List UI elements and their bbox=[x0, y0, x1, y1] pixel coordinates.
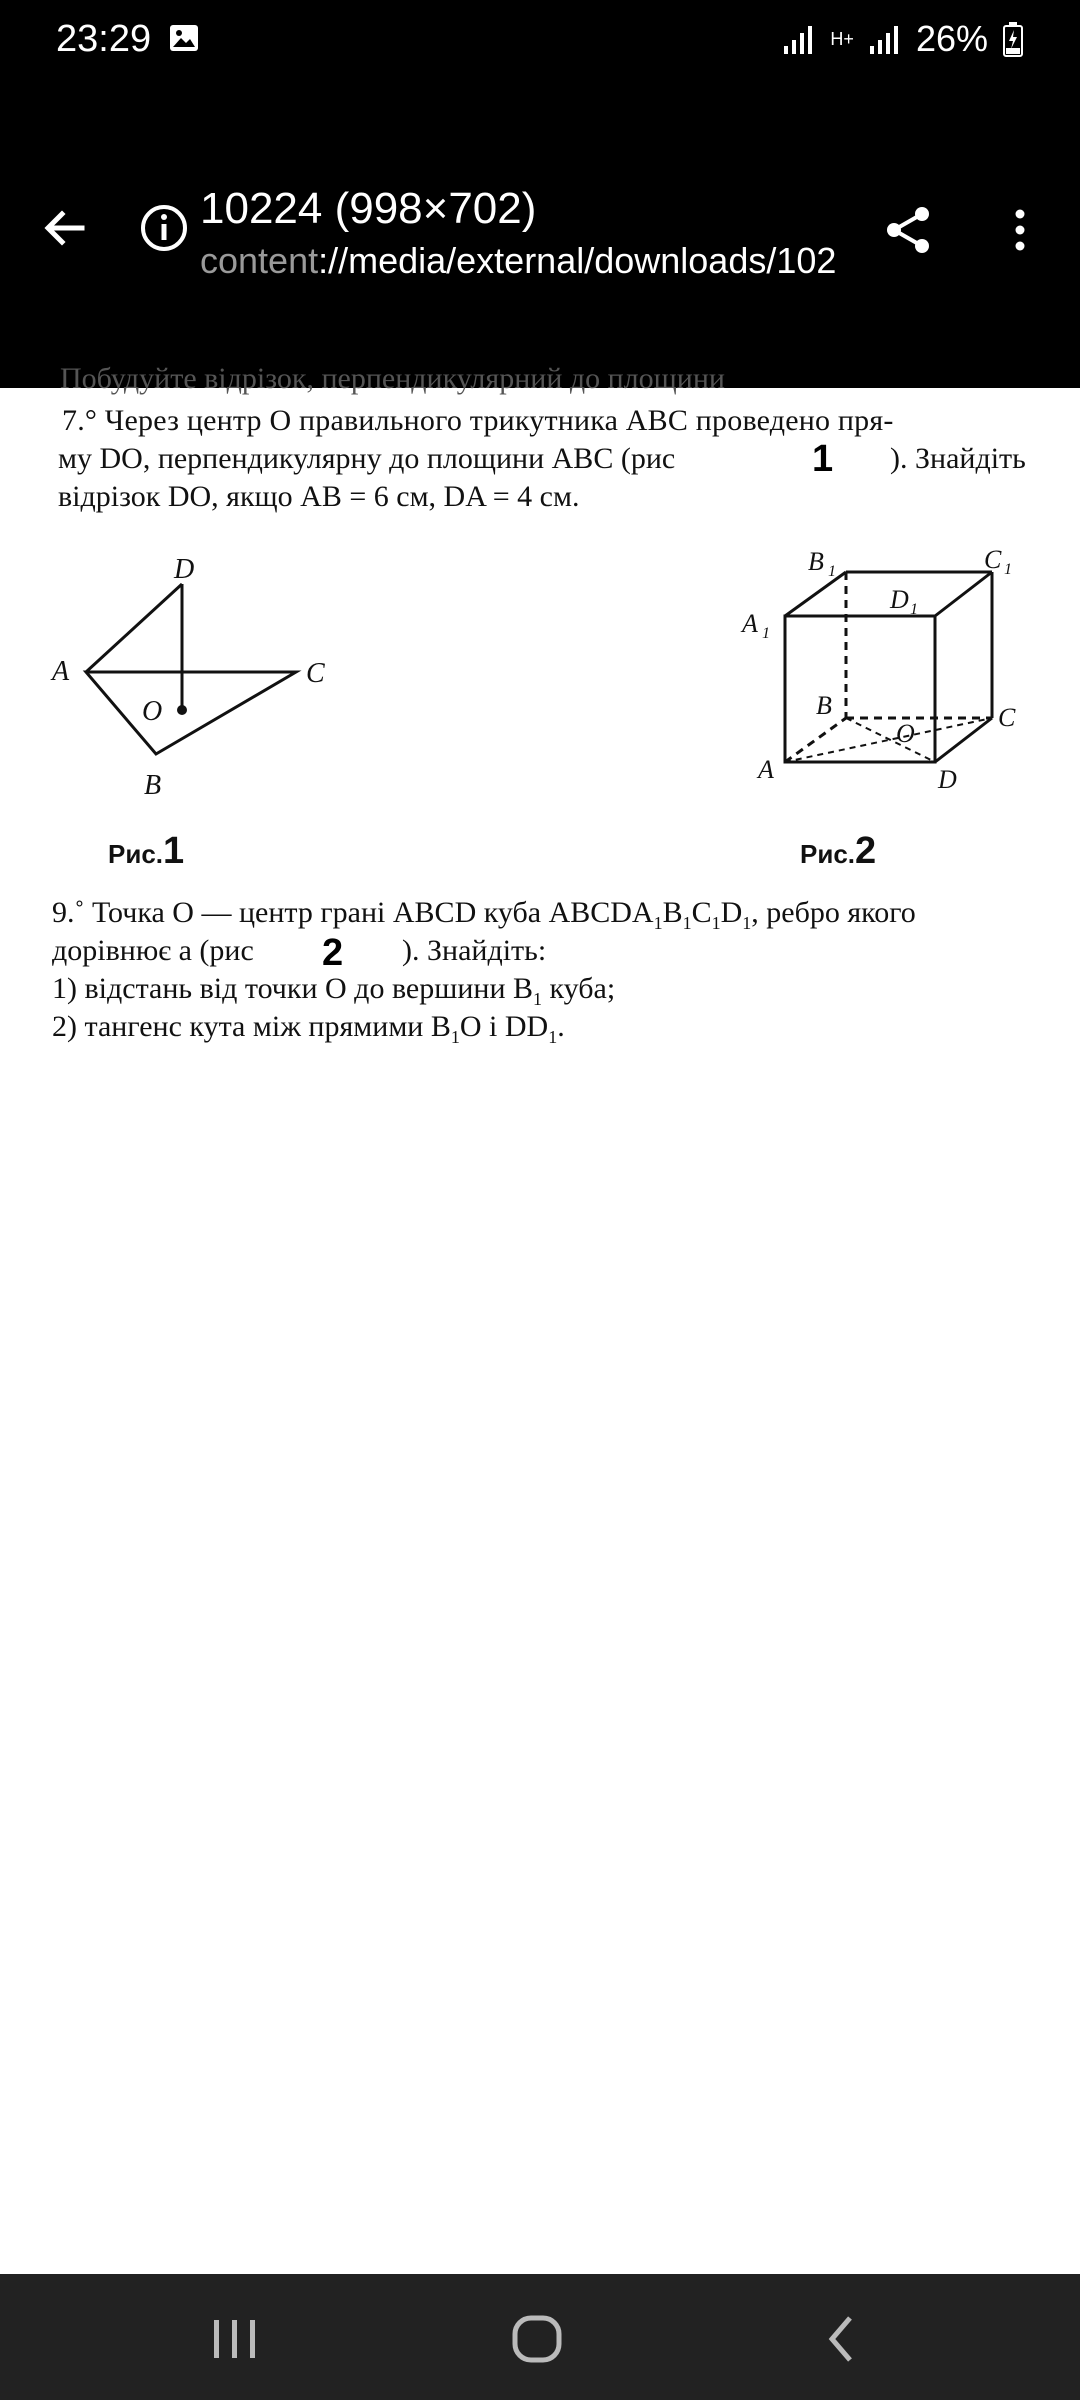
figure-2-number: 2 bbox=[855, 830, 877, 872]
label-A1: A bbox=[742, 609, 758, 638]
problem-9-line-1 bbox=[52, 896, 916, 934]
problem-9-b: B bbox=[662, 896, 683, 929]
problem-7-figure-ref: 1 bbox=[812, 438, 834, 480]
figure-2-caption bbox=[800, 830, 876, 873]
status-bar bbox=[0, 0, 1080, 78]
label-O: O bbox=[142, 696, 163, 727]
figure-1-caption-text: Рис. bbox=[108, 839, 164, 869]
label-C1-sub: 1 bbox=[1004, 561, 1012, 578]
image-title: 10224 (998×702) bbox=[200, 184, 537, 233]
problem-9-item-2 bbox=[52, 1010, 565, 1048]
figure-1-number: 1 bbox=[163, 830, 185, 872]
problem-9-item-2-mid: O і DD bbox=[459, 1010, 549, 1043]
label-B: B bbox=[816, 691, 832, 720]
problem-9-item-1-text: 1) відстань від точки O до вершини B bbox=[52, 972, 534, 1005]
problem-9-line-1-end: , ребро якого bbox=[751, 896, 916, 929]
sub-1a: 1 bbox=[653, 913, 663, 933]
sub-1d: 1 bbox=[742, 913, 752, 933]
app-bar bbox=[0, 78, 1080, 388]
uri-scheme: content bbox=[200, 240, 319, 281]
share-icon[interactable] bbox=[880, 202, 936, 258]
more-options-icon[interactable] bbox=[1000, 202, 1040, 258]
label-A: A bbox=[758, 755, 774, 784]
label-C1: C bbox=[984, 545, 1002, 574]
problem-9-item-1 bbox=[52, 972, 615, 1010]
recents-icon[interactable] bbox=[200, 2304, 270, 2374]
sub-item1: 1 bbox=[533, 989, 543, 1009]
label-D1: D bbox=[890, 585, 909, 614]
label-A: A bbox=[52, 656, 70, 687]
problem-9-figure-ref: 2 bbox=[322, 932, 344, 974]
label-C: C bbox=[998, 703, 1016, 732]
problem-7-line-2a: му DO, перпендикулярну до площини ABC (рис bbox=[58, 442, 676, 475]
network-type: H+ bbox=[830, 29, 854, 49]
battery-charging-icon bbox=[1002, 21, 1024, 57]
image-uri bbox=[200, 240, 837, 282]
label-D: D bbox=[938, 765, 957, 794]
label-B1: B bbox=[808, 547, 824, 576]
problem-9-line-1-text: 9.˚ Точка O — центр грані ABCD куба ABCDA bbox=[52, 896, 654, 929]
sub-1b: 1 bbox=[682, 913, 692, 933]
sub-item2b: 1 bbox=[548, 1027, 558, 1047]
figure-2-cube-diagram bbox=[730, 545, 1050, 818]
problem-9-line-2b: ). Знайдіть: bbox=[402, 934, 547, 967]
info-icon[interactable] bbox=[138, 202, 190, 254]
problem-7-line-3: відрізок DO, якщо AB = 6 см, DA = 4 см. bbox=[58, 480, 580, 513]
status-time: 23:29 bbox=[56, 18, 152, 60]
sub-item2a: 1 bbox=[450, 1027, 460, 1047]
gallery-notification-icon bbox=[168, 22, 200, 54]
battery-percent: 26% bbox=[915, 18, 988, 59]
problem-7-line-1: 7.° Через центр O правильного трикутника ABC проведено пря- bbox=[62, 404, 894, 437]
label-A1-sub: 1 bbox=[762, 625, 770, 642]
label-C: C bbox=[306, 658, 325, 689]
back-arrow-icon[interactable] bbox=[38, 202, 90, 254]
label-O: O bbox=[896, 719, 915, 748]
figure-1-triangle-diagram bbox=[40, 548, 350, 808]
problem-9-c: C bbox=[691, 896, 712, 929]
figure-1-caption bbox=[108, 830, 184, 873]
back-icon[interactable] bbox=[806, 2304, 876, 2374]
status-indicators bbox=[782, 18, 1024, 60]
problem-7-line-2b: ). Знайдіть bbox=[890, 442, 1026, 475]
label-B1-sub: 1 bbox=[828, 563, 836, 580]
problem-9-d: D bbox=[720, 896, 743, 929]
label-B: B bbox=[144, 770, 162, 801]
problem-9-line-2a: дорівнює a (рис bbox=[52, 934, 254, 967]
home-icon[interactable] bbox=[503, 2304, 573, 2374]
figure-2-caption-text: Рис. bbox=[800, 839, 856, 869]
image-viewer[interactable] bbox=[0, 362, 1080, 2274]
uri-path: ://media/external/downloads/102 bbox=[318, 240, 837, 281]
navigation-bar bbox=[0, 2274, 1080, 2400]
signal-icon-2 bbox=[868, 22, 902, 56]
signal-icon bbox=[782, 22, 816, 56]
problem-9-item-1-end: куба; bbox=[542, 972, 616, 1005]
label-D1-sub: 1 bbox=[910, 601, 918, 618]
sub-1c: 1 bbox=[711, 913, 721, 933]
problem-9-item-2-text: 2) тангенс кута між прямими B bbox=[52, 1010, 451, 1043]
label-D: D bbox=[174, 554, 195, 585]
cut-off-text-line: Побудуйте відрізок, перпендикулярний до площини bbox=[60, 362, 725, 395]
problem-9-item-2-end: . bbox=[557, 1010, 565, 1043]
